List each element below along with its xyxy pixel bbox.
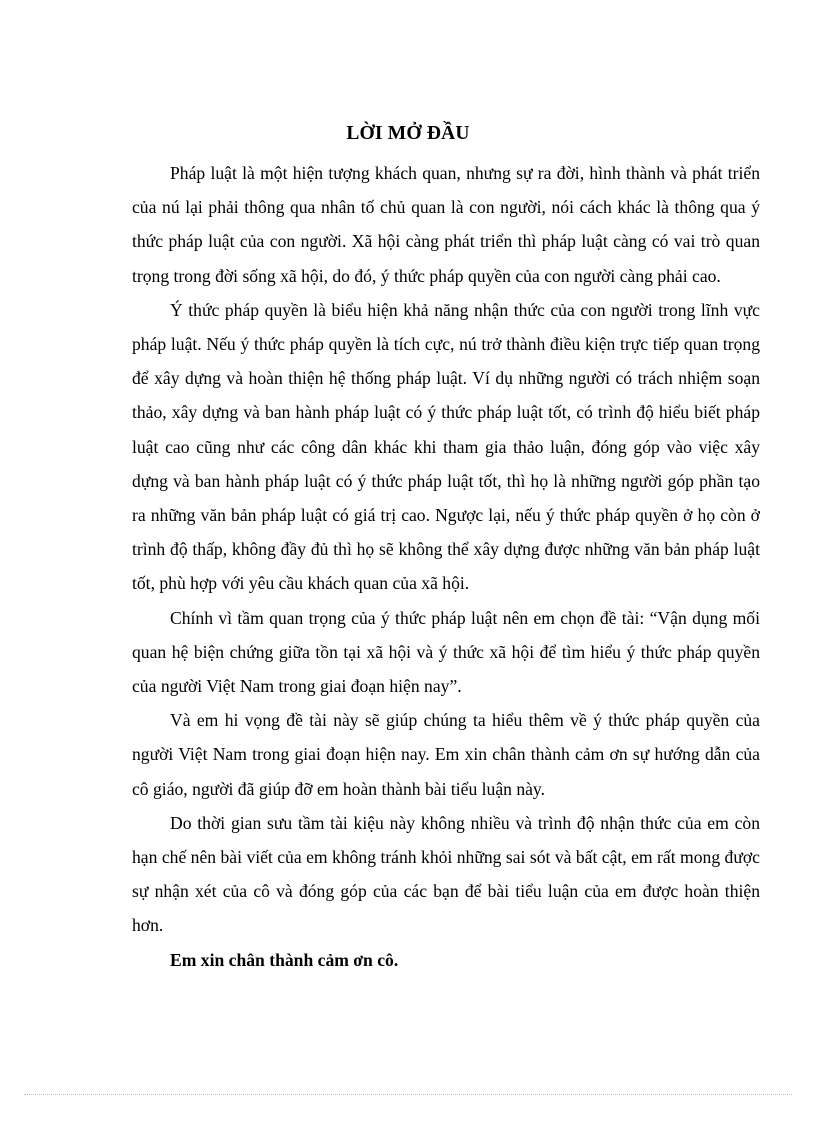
closing-line: Em xin chân thành cảm ơn cô. [170, 949, 399, 970]
paragraph-hope-thanks: Và em hi vọng đề tài này sẽ giúp chúng ta hiểu thêm về ý thức pháp quyền của người Việt Nam trong giai đoạn hiện nay. Em xin chân thành cảm ơn sự hướng dẫn của cô giáo, người đã giúp đỡ em hoàn thành bài tiểu luận này. [132, 710, 760, 799]
page-title: LỜI MỞ ĐẦU [346, 123, 470, 144]
paragraph-intro: Pháp luật là một hiện tượng khách quan, nhưng sự ra đời, hình thành và phát triển của nú lại phải thông qua nhân tố chủ quan là con người, nói cách khác là thông qua ý thức pháp luật của con người. Xã hội càng phát triển thì pháp luật càng có vai trò quan trọng trong đời sống xã hội, do đó, ý thức pháp quyền của con người càng phải cao. [132, 163, 760, 286]
paragraph-topic-choice: Chính vì tầm quan trọng của ý thức pháp luật nên em chọn đề tài: “Vận dụng mối quan hệ biện chứng giữa tồn tại xã hội và ý thức xã hội để tìm hiểu ý thức pháp quyền của người Việt Nam trong giai đoạn hiện nay”. [132, 607, 760, 697]
paragraph-legal-awareness: Ý thức pháp quyền là biểu hiện khả năng nhận thức của con người trong lĩnh vực pháp luật. Nếu ý thức pháp quyền là tích cực, nú trở thành điều kiện trực tiếp quan trọng để xây dựng và hoàn thiện hệ thống pháp luật. Ví dụ những người có trách nhiệm soạn thảo, xây dựng và ban hành pháp luật có ý thức pháp luật tốt, có trình độ hiểu biết pháp luật cao cũng như các công dân khác khi tham gia thảo luận, đóng góp vào việc xây dựng và ban hành pháp luật có ý thức pháp luật tốt, thì họ là những người góp phần tạo ra những văn bản pháp luật có giá trị cao. Ngược lại, nếu ý thức pháp quyền ở họ còn ở trình độ thấp, không đầy đủ thì họ sẽ không thể xây dựng được những văn bản pháp luật tốt, phù hợp với yêu cầu khách quan của xã hội. [132, 299, 760, 594]
body-text [132, 156, 760, 977]
paragraph-limitations: Do thời gian sưu tầm tài kiệu này không nhiều và trình độ nhận thức của em còn hạn chế nên bài viết của em không tránh khỏi những sai sót và bất cật, em rất mong được sự nhận xét của cô và đóng góp của các bạn để bài tiểu luận của em được hoàn thiện hơn. [132, 812, 760, 936]
page-bottom-divider [24, 1094, 792, 1095]
